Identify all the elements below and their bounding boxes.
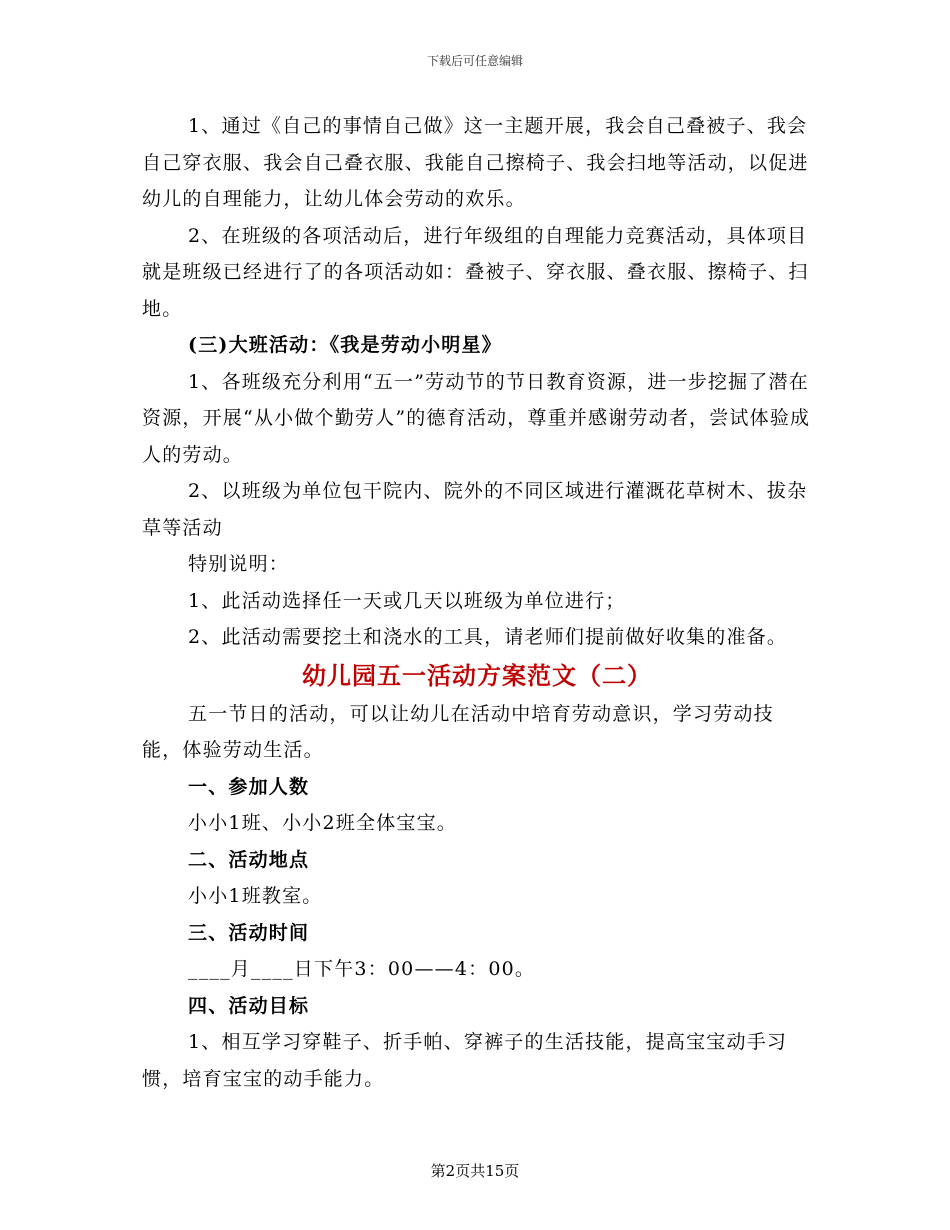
- time-text: ____月____日下午3：00——4：00。: [188, 958, 536, 980]
- heading-large-class-activity: (三)大班活动：《我是劳动小明星》: [188, 334, 502, 356]
- goal-item-1: 1、相互学习穿鞋子、折手帕、穿裤子的生活技能，提高宝宝动手习惯，培育宝宝的动手能力。: [142, 1031, 788, 1090]
- paragraph-self-care-theme: 1、通过《自己的事情自己做》这一主题开展，我会自己叠被子、我会自己穿衣服、我会自己叠衣服、我能自己擦椅子、我会扫地等活动，以促进幼儿的自理能力，让幼儿体会劳动的欢乐。: [142, 115, 809, 210]
- page-number: 第2页共15页: [430, 1162, 520, 1180]
- page-header: 下载后可任意编辑: [426, 54, 523, 68]
- paragraph-labor-day-resources: 1、各班级充分利用“五一”劳动节的节日教育资源，进一步挖掘了潜在资源，开展“从小做个勤劳人”的德育活动，尊重并感谢劳动者，尝试体验成人的劳动。: [142, 370, 811, 466]
- heading-time: 三、活动时间: [188, 921, 310, 944]
- heading-goals: 四、活动目标: [188, 994, 310, 1017]
- paragraph-class-area-work: 2、以班级为单位包干院内、院外的不同区域进行灌溉花草树木、拔杂草等活动: [142, 480, 808, 539]
- paragraph-self-care-contest: 2、在班级的各项活动后，进行年级组的自理能力竞赛活动，具体项目就是班级已经进行了的各项活动如：叠被子、穿衣服、叠衣服、擦椅子、扫地。: [142, 224, 809, 320]
- document-body: [142, 108, 812, 1097]
- note-item-2: 2、此活动需要挖土和浇水的工具，请老师们提前做好收集的准备。: [188, 626, 788, 648]
- location-text: 小小1班教室。: [188, 885, 323, 907]
- special-note-label: 特别说明：: [188, 553, 290, 575]
- paragraph-intro: 五一节日的活动，可以让幼儿在活动中培育劳动意识，学习劳动技能，体验劳动生活。: [142, 702, 774, 761]
- note-item-1: 1、此活动选择任一天或几天以班级为单位进行；: [188, 589, 626, 612]
- section-title: 幼儿园五一活动方案范文（二）: [302, 660, 652, 690]
- participants-text: 小小1班、小小2班全体宝宝。: [188, 812, 457, 834]
- heading-location: 二、活动地点: [188, 848, 310, 871]
- heading-participants: 一、参加人数: [188, 775, 310, 798]
